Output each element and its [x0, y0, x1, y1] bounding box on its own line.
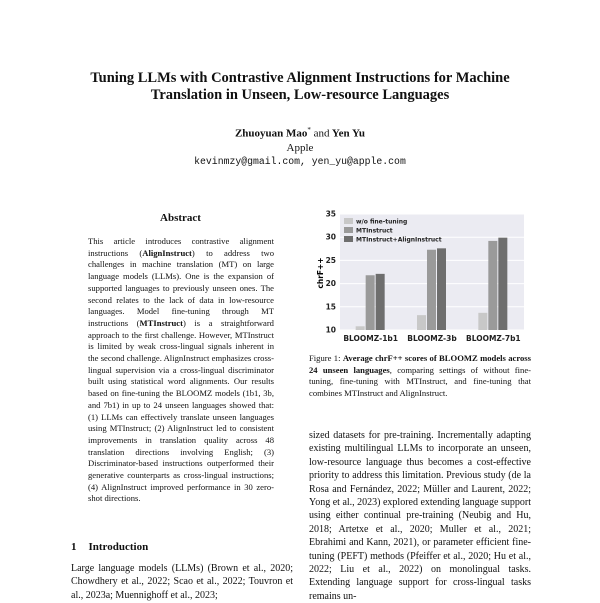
caption-label: Figure 1:	[309, 353, 341, 363]
introduction-body	[71, 562, 293, 602]
section-title: Introduction	[88, 541, 149, 553]
bar-BLOOMZ-3b-1	[427, 250, 436, 330]
y-axis-label: chrF++	[316, 257, 325, 289]
x-tick-labels	[343, 334, 520, 343]
x-tick-label: BLOOMZ-1b1	[343, 334, 399, 343]
introduction-paragraph: Large language models (LLMs) (Brown et al., 2020; Chowdhery et al., 2022; Scao et al., 2022; Touvron et al., 2023a; Muennighoff et al., 2023;	[71, 563, 293, 601]
bar-BLOOMZ-3b-2	[437, 248, 446, 330]
legend-swatch	[344, 236, 353, 242]
author-emails: kevinmzy@gmail.com, yen_yu@apple.com	[194, 155, 406, 167]
y-tick-label: 30	[325, 232, 336, 242]
bar-chart	[306, 206, 530, 350]
title-line-1: Tuning LLMs with Contrastive Alignment Instructions for Machine	[90, 70, 510, 86]
bar-BLOOMZ-7b1-0	[478, 313, 487, 330]
bar-BLOOMZ-1b1-1	[366, 275, 375, 330]
author-block	[60, 123, 540, 169]
author-and: and	[313, 127, 330, 140]
caption-rest: , comparing settings of without fine-tuning, fine-tuning with MTInstruct, and fine-tuning that combines MTInstruct and AlignInstruct.	[309, 364, 532, 398]
caption-bold: Average chrF++ scores of BLOOMZ models across 24 unseen languages	[309, 353, 531, 375]
title-line-2: Translation in Unseen, Low-resource Languages	[150, 87, 450, 103]
y-tick-label: 25	[325, 255, 336, 265]
author-1-mark: *	[307, 126, 311, 134]
bar-BLOOMZ-1b1-0	[356, 326, 365, 330]
y-tick-labels	[326, 210, 336, 335]
legend-label: MTInstruct+AlignInstruct	[356, 236, 442, 244]
section-heading-introduction	[71, 541, 148, 553]
y-tick-label: 35	[325, 209, 336, 219]
paper-title	[60, 70, 540, 104]
author-names	[60, 123, 540, 141]
right-column-body	[309, 429, 531, 603]
figure-caption	[309, 353, 531, 399]
term-aligninstruct: AlignInstruct	[142, 247, 192, 258]
y-tick-label: 10	[325, 325, 336, 335]
abstract-heading: Abstract	[160, 212, 201, 224]
y-tick-label: 20	[325, 279, 336, 289]
affiliation: Apple	[286, 141, 314, 154]
x-tick-label: BLOOMZ-3b	[407, 334, 457, 343]
bar-BLOOMZ-7b1-1	[488, 241, 497, 330]
figure-1	[306, 206, 530, 350]
author-1: Zhuoyuan Mao	[234, 127, 308, 140]
legend-swatch	[344, 227, 353, 233]
bar-BLOOMZ-7b1-2	[498, 238, 507, 330]
bar-BLOOMZ-3b-0	[417, 315, 426, 330]
right-column-paragraph: sized datasets for pre-training. Incrementally adapting existing multilingual LLMs to incorporate an unseen, low-resource language thus becomes a cost-effective priority to address this limitation. Previous study (de la Rosa and Fernández, 2022; Müller and Laurent, 2022; Yong et al., 2023) explored extending language support using either continual pre-training (Neubig and Hu, 2018; Artetxe et al., 2020; Muller et al., 2021; Ebrahimi and Kann, 2021), or parameter efficient fine-tuning (PEFT) methods (Pfeiffer et al., 2020; Hu et al., 2022; Liu et al., 2022) on monolingual tasks. Extending language support for cross-lingual tasks remains un-	[309, 430, 531, 602]
legend-label: MTInstruct	[356, 227, 393, 235]
bar-BLOOMZ-1b1-2	[376, 274, 385, 330]
term-mtinstruct: MTInstruct	[139, 317, 183, 328]
section-number: 1	[71, 541, 77, 553]
abstract-text-a: This article introduces contrastive alignment instructions (	[88, 236, 274, 258]
legend-swatch	[344, 218, 353, 224]
author-2: Yen Yu	[331, 127, 366, 140]
abstract-paragraph	[88, 236, 274, 505]
x-tick-label: BLOOMZ-7b1	[465, 334, 521, 343]
abstract-text-c: ) is a straightforward approach to the first challenge. However, MTInstruct is limited by weak cross-lingual signals inherent in the second challenge. AlignInstruct emphasizes cross-lingual supervision via a cross-lingual discriminator built using statistical word alignments. Our results based on fine-tuning the BLOOMZ models (1b1, 3b, and 7b1) in up to 24 unseen languages showed that: (1) LLMs can effectively translate unseen languages using MTInstruct; (2) AlignInstruct led to consistent improvements in translation quality across 48 translation directions involving English; (3) Discriminator-based instructions outperformed their generative counterparts as cross-lingual instructions; (4) AlignInstruct improved performance in 30 zero-shot directions.	[88, 317, 274, 504]
abstract-text-b: ) to address two challenges in machine translation (MT) on large language models (LLMs). One is the expansion of supported languages to previously unseen ones. The second relates to the lack of data in low-resource languages. Model fine-tuning through MT instructions (	[88, 247, 274, 328]
abstract-body	[88, 236, 274, 505]
y-tick-label: 15	[325, 302, 336, 312]
legend-label: w/o fine-tuning	[356, 218, 408, 226]
